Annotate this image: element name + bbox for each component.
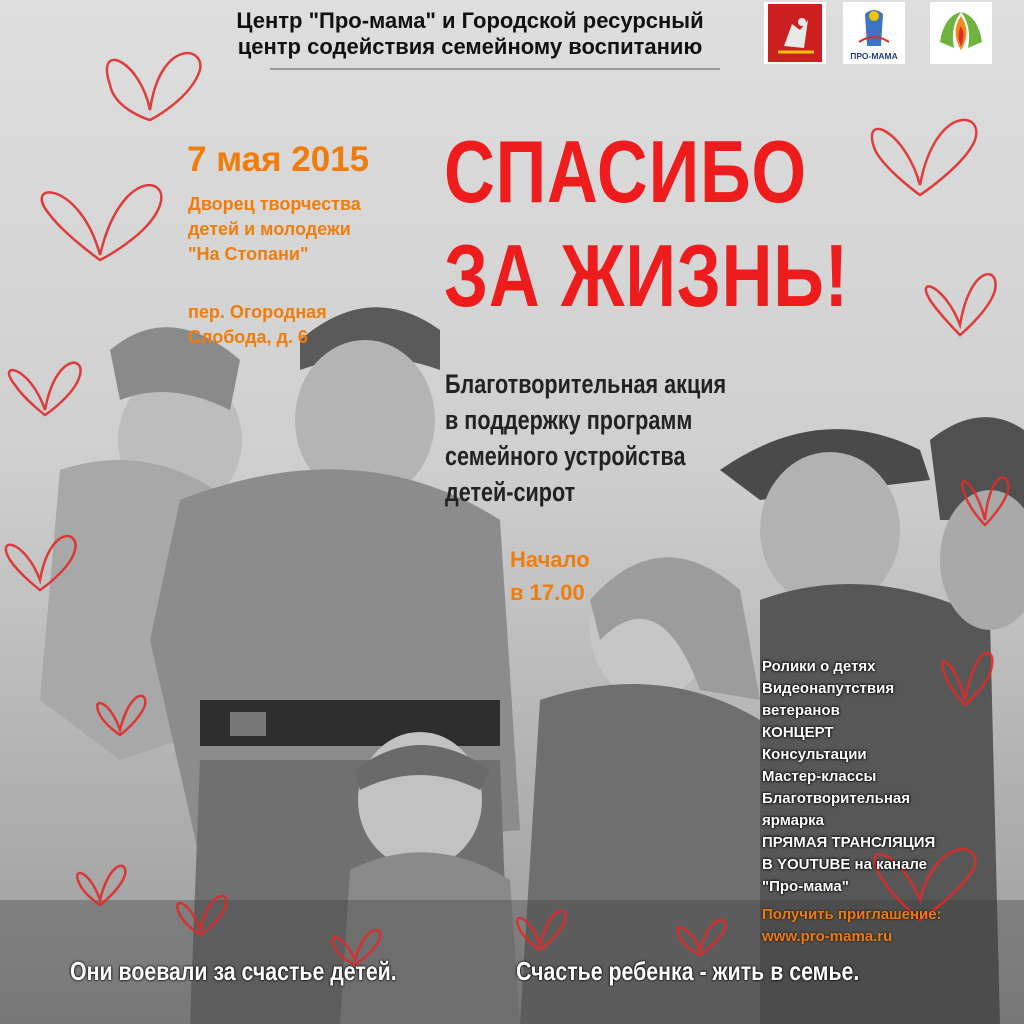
slogan-right: Счастье ребенка - жить в семье.: [516, 956, 860, 986]
pro-mama-logo-caption: ПРО-МАМА: [850, 51, 898, 61]
address-line: пер. Огородная: [188, 302, 327, 322]
invitation-block: [762, 904, 942, 948]
subtitle-line: Благотворительная акция: [445, 369, 727, 399]
program-item: Ролики о детях: [762, 658, 876, 675]
resource-center-logo-icon: [930, 2, 992, 64]
venue-line: детей и молодежи: [188, 219, 351, 239]
program-item: Благотворительная: [762, 790, 911, 807]
invitation-label: Получить приглашение:: [762, 906, 942, 923]
program-item: КОНЦЕРТ: [762, 724, 834, 741]
subtitle-line: детей-сирот: [445, 477, 576, 507]
program-item: Мастер-классы: [762, 768, 877, 785]
invitation-link[interactable]: www.pro-mama.ru: [762, 928, 893, 945]
title-line-1: СПАСИБО: [444, 122, 807, 221]
program-item: Видеонапутствия: [762, 680, 895, 697]
program-item: В YOUTUBE на канале: [762, 856, 927, 873]
moscow-coat-of-arms-icon: [764, 2, 826, 64]
start-line: в 17.00: [510, 580, 585, 605]
event-date: 7 мая 2015: [187, 140, 370, 179]
program-item: "Про-мама": [762, 878, 849, 895]
program-list: [762, 656, 935, 898]
poster-title: [444, 120, 849, 328]
subtitle-line: в поддержку программ: [445, 405, 693, 435]
venue-line: Дворец творчества: [188, 194, 361, 214]
program-item: Консультации: [762, 746, 867, 763]
poster-subtitle: [445, 366, 726, 510]
program-item: ПРЯМАЯ ТРАНСЛЯЦИЯ: [762, 834, 936, 851]
venue-line: "На Стопани": [188, 244, 309, 264]
header-divider: [270, 68, 720, 70]
header-line-2: центр содействия семейному воспитанию: [237, 34, 703, 59]
event-start-time: [510, 543, 590, 609]
start-line: Начало: [510, 547, 590, 572]
event-address: [188, 300, 327, 350]
slogan-left: Они воевали за счастье детей.: [70, 956, 397, 986]
event-venue: [188, 192, 361, 267]
pro-mama-logo-icon: [843, 2, 905, 64]
program-item: ярмарка: [762, 812, 824, 829]
subtitle-line: семейного устройства: [445, 441, 686, 471]
header-line-1: Центр "Про-мама" и Городской ресурсный: [236, 8, 704, 33]
address-line: Слобода, д. 6: [188, 327, 308, 347]
program-item: ветеранов: [762, 702, 840, 719]
organizers-header: [170, 8, 770, 60]
title-line-2: ЗА ЖИЗНЬ!: [444, 226, 849, 325]
